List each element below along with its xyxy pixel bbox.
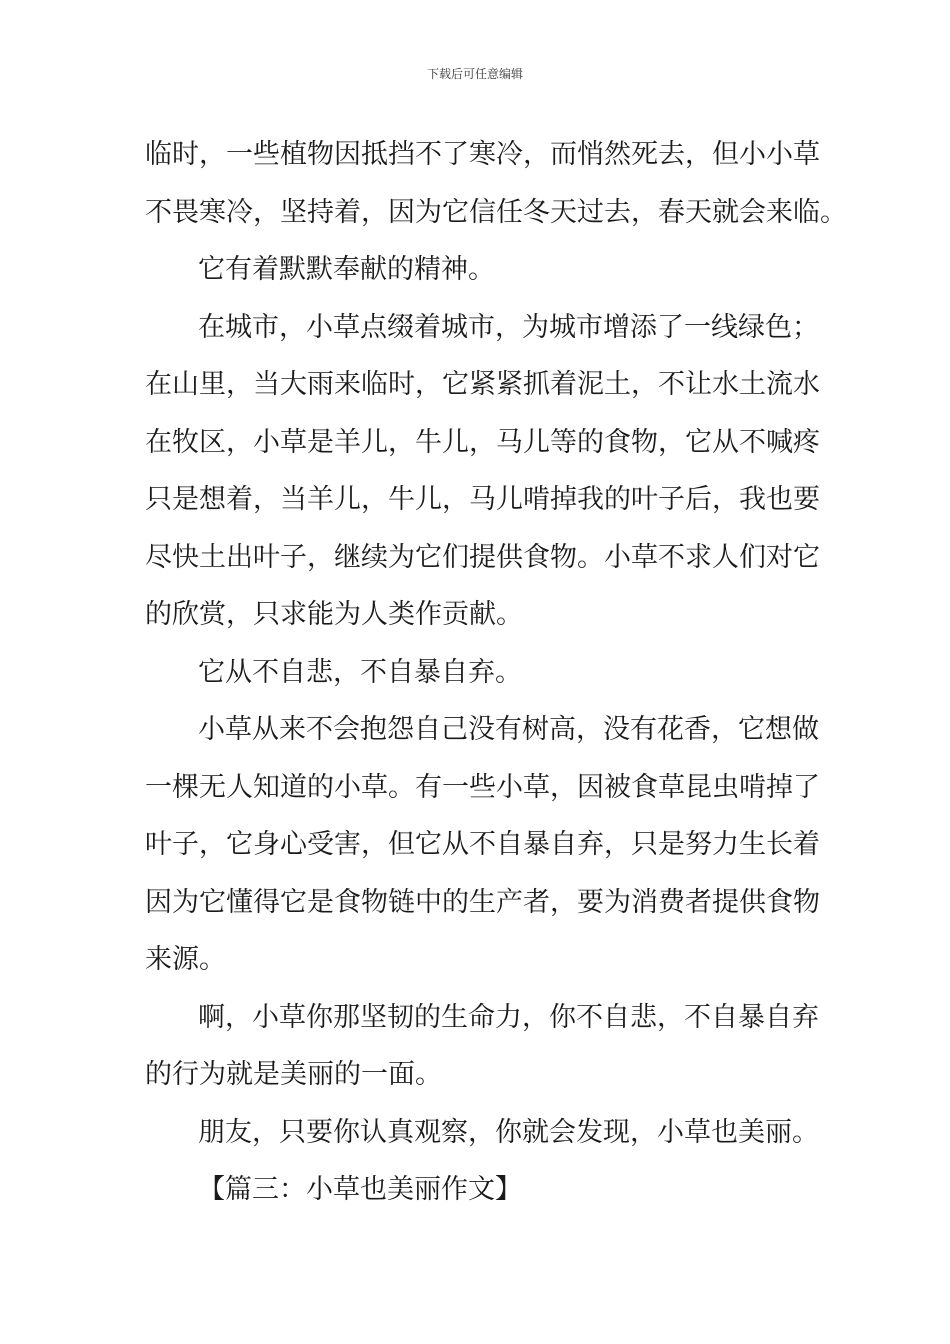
text-line: 在城市，小草点缀着城市，为城市增添了一线绿色； [198, 311, 819, 343]
text-line: 朋友，只要你认真观察，你就会发现，小草也美丽。 [198, 1116, 819, 1148]
text-line: 小草从来不会抱怨自己没有树高，没有花香，它想做 [198, 714, 819, 745]
text-line: 来源。 [145, 944, 226, 975]
document-body [145, 126, 847, 1219]
text-line: 不畏寒冷，坚持着，因为它信任冬天过去，春天就会来临。 [145, 196, 847, 228]
text-line: 临时，一些植物因抵挡不了寒冷，而悄然死去，但小小草 [145, 139, 820, 170]
section-heading: 【篇三：小草也美丽作文】 [198, 1174, 522, 1205]
page-header: 下载后可任意编辑 [426, 67, 523, 81]
text-line: 一棵无人知道的小草。有一些小草，因被食草昆虫啃掉了 [145, 771, 820, 803]
text-line: 的行为就是美丽的一面。 [145, 1059, 442, 1090]
text-line: 在山里，当大雨来临时，它紧紧抓着泥土，不让水土流水 [145, 369, 820, 400]
text-line: 只是想着，当羊儿，牛儿，马儿啃掉我的叶子后，我也要 [145, 484, 820, 515]
text-line: 尽快土出叶子，继续为它们提供食物。小草不求人们对它 [145, 541, 820, 573]
text-line: 它从不自悲，不自暴自弃。 [198, 656, 522, 688]
text-line: 叶子，它身心受害，但它从不自暴自弃，只是努力生长着 [145, 829, 820, 860]
text-line: 在牧区，小草是羊儿，牛儿，马儿等的食物，它从不喊疼 [145, 426, 820, 458]
text-line: 因为它懂得它是食物链中的生产者，要为消费者提供食物 [145, 886, 820, 918]
text-line: 它有着默默奉献的精神。 [198, 254, 495, 285]
text-line: 啊，小草你那坚韧的生命力，你不自悲，不自暴自弃 [198, 1001, 819, 1033]
text-line: 的欣赏，只求能为人类作贡献。 [145, 599, 523, 630]
